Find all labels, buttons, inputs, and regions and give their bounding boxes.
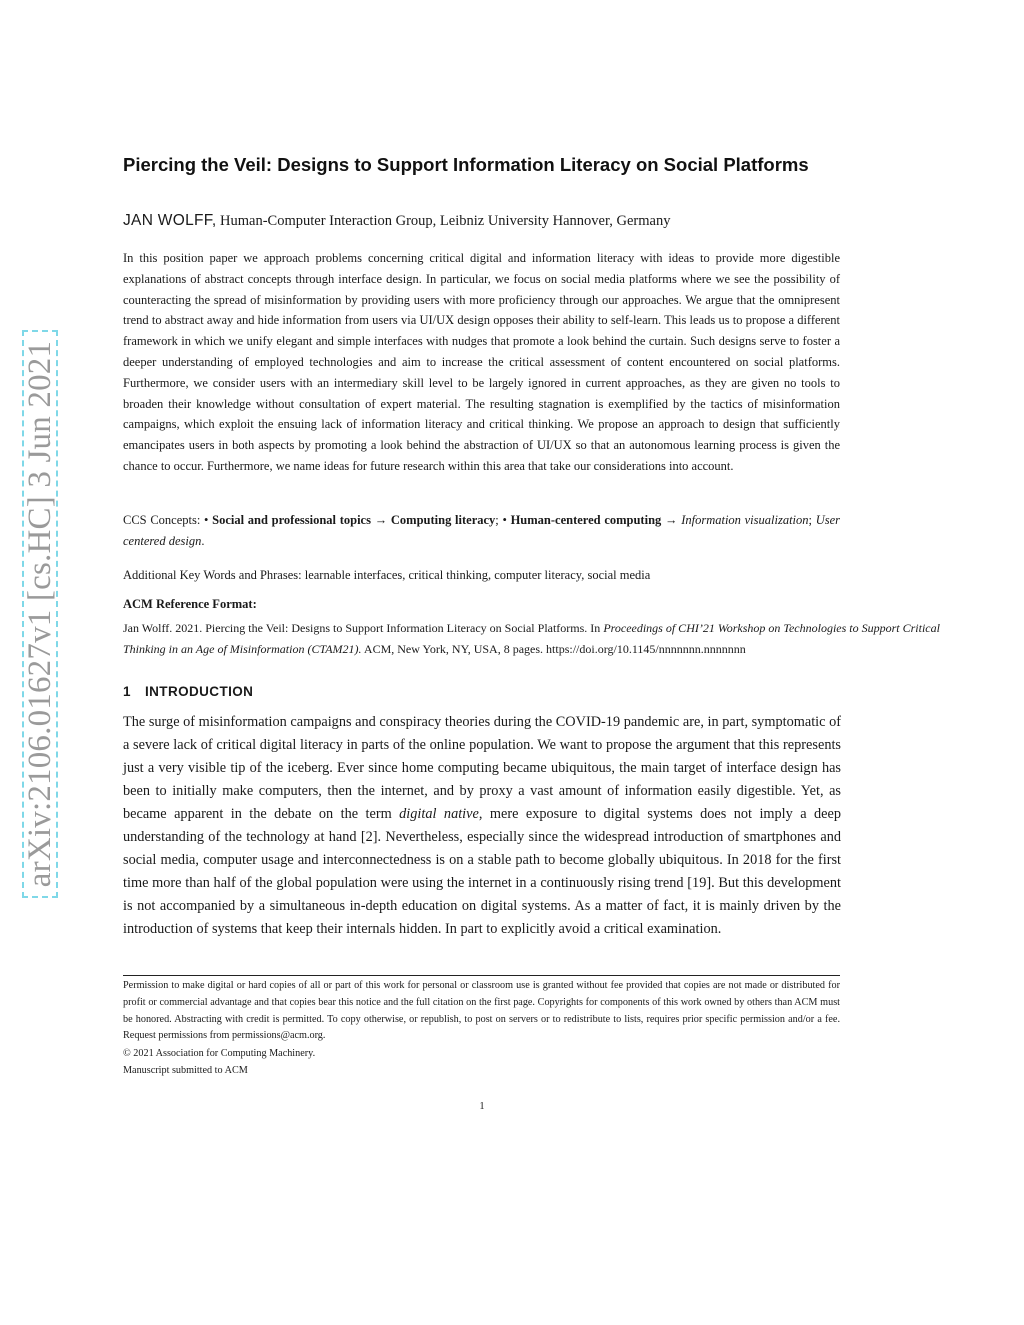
acm-reference	[123, 618, 983, 659]
arxiv-stamp: arXiv:2106.01627v1 [cs.HC] 3 Jun 2021	[22, 340, 58, 888]
author-name: JAN WOLFF,	[123, 212, 217, 229]
acm-reference-prefix: Jan Wolff. 2021. Piercing the Veil: Designs to Support Information Literacy on Social Platforms. In	[123, 621, 604, 635]
page-number: 1	[479, 1101, 485, 1112]
section-title: INTRODUCTION	[145, 684, 254, 699]
footnote-rule	[123, 975, 840, 976]
acm-reference-suffix: ACM, New York, NY, USA, 8 pages. https://doi.org/10.1145/nnnnnnn.nnnnnnn	[361, 641, 746, 656]
ccs-arrow-2: →	[661, 513, 682, 527]
ccs-topic-2-sub-2: User centered design	[123, 513, 841, 548]
permission-notice: Permission to make digital or hard copies of all or part of this work for personal or classroom use is granted without fee provided that copies are not made or distributed for profit or commercial advantage and that copies bear this notice and the full citation on the first page. Copyrights for components of this work owned by others than ACM must be honored. Abstracting with credit is permitted. To copy otherwise, or republish, to post on servers or to redistribute to lists, requires prior specific permission and/or a fee. Request permissions from permissions@acm.org.	[123, 980, 840, 1042]
acm-reference-heading: ACM Reference Format:	[123, 597, 257, 611]
ccs-arrow-1: →	[370, 513, 391, 527]
ccs-separator: ; •	[495, 513, 507, 527]
introduction-paragraph	[123, 711, 841, 941]
ccs-label: CCS Concepts: •	[123, 513, 209, 527]
intro-italic-term: digital native	[399, 806, 479, 822]
ccs-end: .	[201, 533, 205, 548]
copyright-notice: © 2021 Association for Computing Machinery.	[123, 1048, 316, 1059]
paper-title: Piercing the Veil: Designs to Support Information Literacy on Social Platforms	[123, 154, 809, 175]
intro-text-2: , mere exposure to digital systems does not imply a deep understanding of the technology at hand [2]. Nevertheless, especially since the widespread introduction of smartphones and social media, computer usage and interconnectedness is on a stable path to become globally ubiquitous. In 2018 for the first time more than half of the global population were using the internet in a continuously rising trend [19]. But this development is not accompanied by a simultaneous in-depth education on digital systems. As a matter of fact, it is mainly driven by the introduction of systems that keep their internals hidden. In part to explicitly avoid a critical examination.	[123, 806, 841, 937]
ccs-concepts	[123, 510, 840, 551]
section-number: 1	[123, 684, 131, 699]
abstract: In this position paper we approach problems concerning critical digital and information literacy with ideas to provide more digestible explanations of abstract concepts through interface design. In particular, we focus on social media platforms where we see the possibility of counteracting the spread of misinformation by providing users with more proficiency through our approaches. We argue that the omnipresent trend to abstract away and hide information from users via UI/UX design opposes their ability to self-learn. This leads us to propose a different framework in which we unify elegant and simple interfaces with nudges that promote a look behind the curtain. Such designs serve to foster a deeper understanding of employed technologies and aim to increase the critical assessment of content encountered on social platforms. Furthermore, we consider users with an intermediary skill level to be largely ignored in current approaches, as they are given no tools to broaden their knowledge without consultation of expert material. The resulting stagnation is exemplified by the tactics of misinformation campaigns, which exploit the ensuing lack of information literacy and critical thinking. We propose an approach to design that sufficiently emancipates users in both aspects by promoting a look behind the abstraction of UI/UX so that an autonomous learning process is given the chance to occur. Furthermore, we name ideas for future research within this area that take our considerations into account.	[123, 251, 840, 473]
ccs-topic-1: Social and professional topics	[212, 513, 371, 527]
acm-reference-venue: Proceedings of CHI’21 Workshop on Technologies to Support Critical Thinking in an Age of Misinformation (CTAM21).	[123, 621, 940, 656]
ccs-topic-2: Human-centered computing	[510, 513, 662, 527]
section-heading	[123, 684, 253, 699]
ccs-separator-2: ;	[808, 513, 816, 527]
keywords: Additional Key Words and Phrases: learnable interfaces, critical thinking, computer literacy, social media	[123, 568, 651, 582]
ccs-topic-1-sub: Computing literacy	[390, 513, 496, 527]
author-line	[123, 212, 843, 230]
manuscript-note: Manuscript submitted to ACM	[123, 1065, 248, 1076]
intro-text-1: The surge of misinformation campaigns and conspiracy theories during the COVID-19 pandemic are, in part, symptomatic of a severe lack of critical digital literacy in parts of the online population. We want to propose the argument that this represents just a very visible tip of the iceberg. Ever since home computing became ubiquitous, the main target of interface design has been to initially make computers, then the internet, and by proxy a vast amount of information easily digestible. Yet, as became apparent in the debate on the term	[123, 714, 841, 822]
ccs-topic-2-sub: Information visualization	[681, 513, 809, 527]
author-affiliation: Human-Computer Interaction Group, Leibniz University Hannover, Germany	[220, 213, 671, 229]
